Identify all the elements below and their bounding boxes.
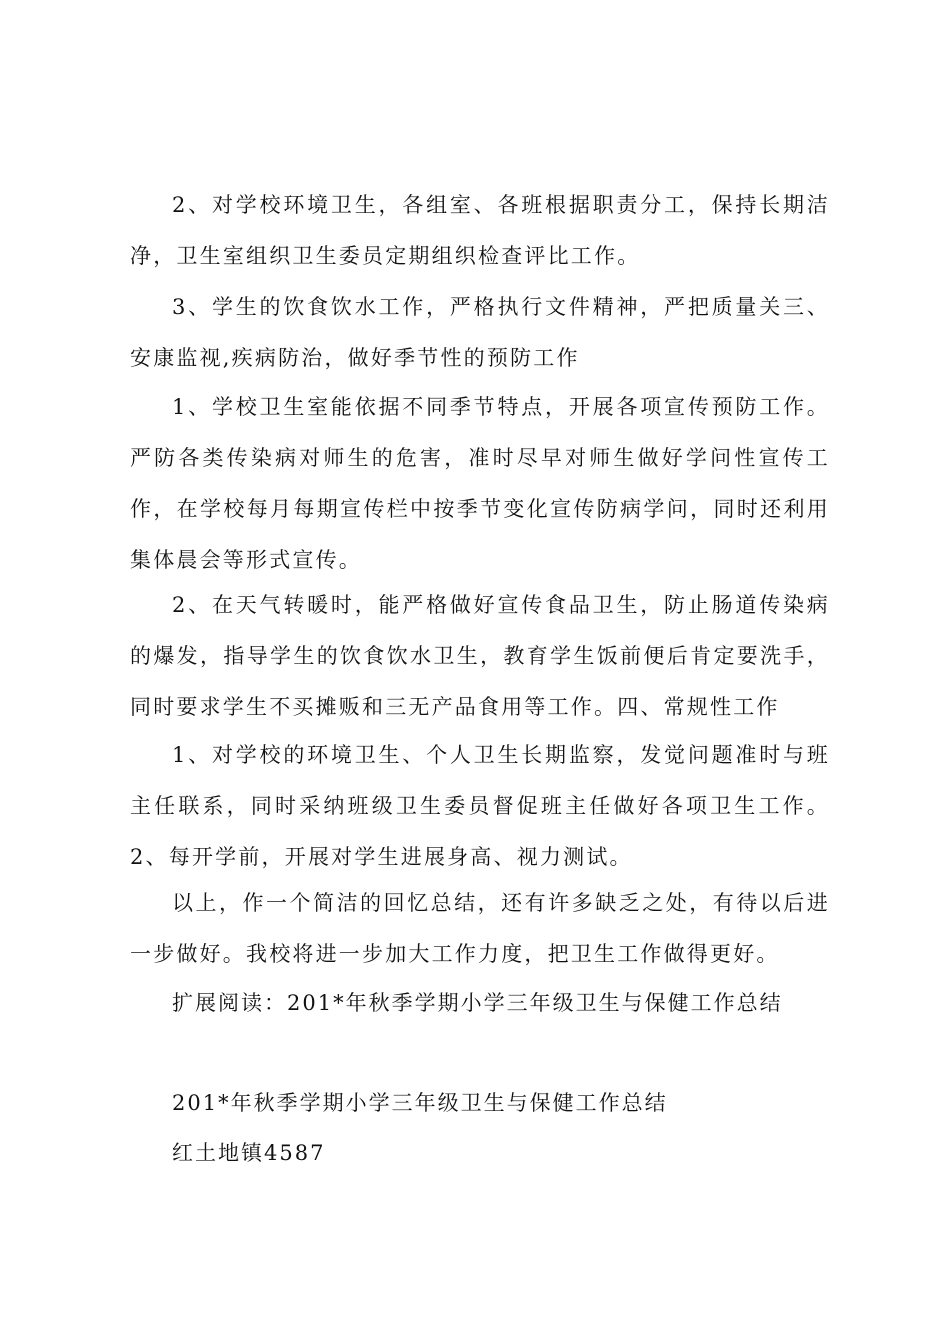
- extended-reading-line: 扩展阅读：201*年秋季学期小学三年级卫生与保健工作总结: [172, 991, 783, 1015]
- paragraph-environment-hygiene: 2、对学校环境卫生，各组室、各班根据职责分工，保持长期洁净，卫生室组织卫生委员定期组织检查评比工作。: [130, 193, 830, 268]
- sub-title: 201*年秋季学期小学三年级卫生与保健工作总结: [172, 1091, 668, 1115]
- paragraph-diet-water: 3、学生的饮食饮水工作，严格执行文件精神，严把质量关三、安康监视,疾病防治，做好季节性的预防工作: [130, 295, 830, 370]
- paragraph-food-hygiene: 2、在天气转暖时，能严格做好宣传食品卫生，防止肠道传染病的爆发，指导学生的饮食饮水卫生，教育学生饭前便后肯定要洗手，同时要求学生不买摊贩和三无产品食用等工作。四、常规性工作: [130, 593, 830, 719]
- location-line: 红土地镇4587: [172, 1141, 326, 1165]
- paragraph-routine-work: 1、对学校的环境卫生、个人卫生长期监察，发觉问题准时与班主任联系，同时采纳班级卫生委员督促班主任做好各项卫生工作。2、每开学前，开展对学生进展身高、视力测试。: [130, 743, 830, 869]
- paragraph-seasonal-prevention: 1、学校卫生室能依据不同季节特点，开展各项宣传预防工作。严防各类传染病对师生的危害，准时尽早对师生做好学问性宣传工作，在学校每月每期宣传栏中按季节变化宣传防病学问，同时还利用集体晨会等形式宣传。: [130, 395, 830, 572]
- paragraph-summary: 以上，作一个简洁的回忆总结，还有许多缺乏之处，有待以后进一步做好。我校将进一步加大工作力度，把卫生工作做得更好。: [130, 891, 830, 966]
